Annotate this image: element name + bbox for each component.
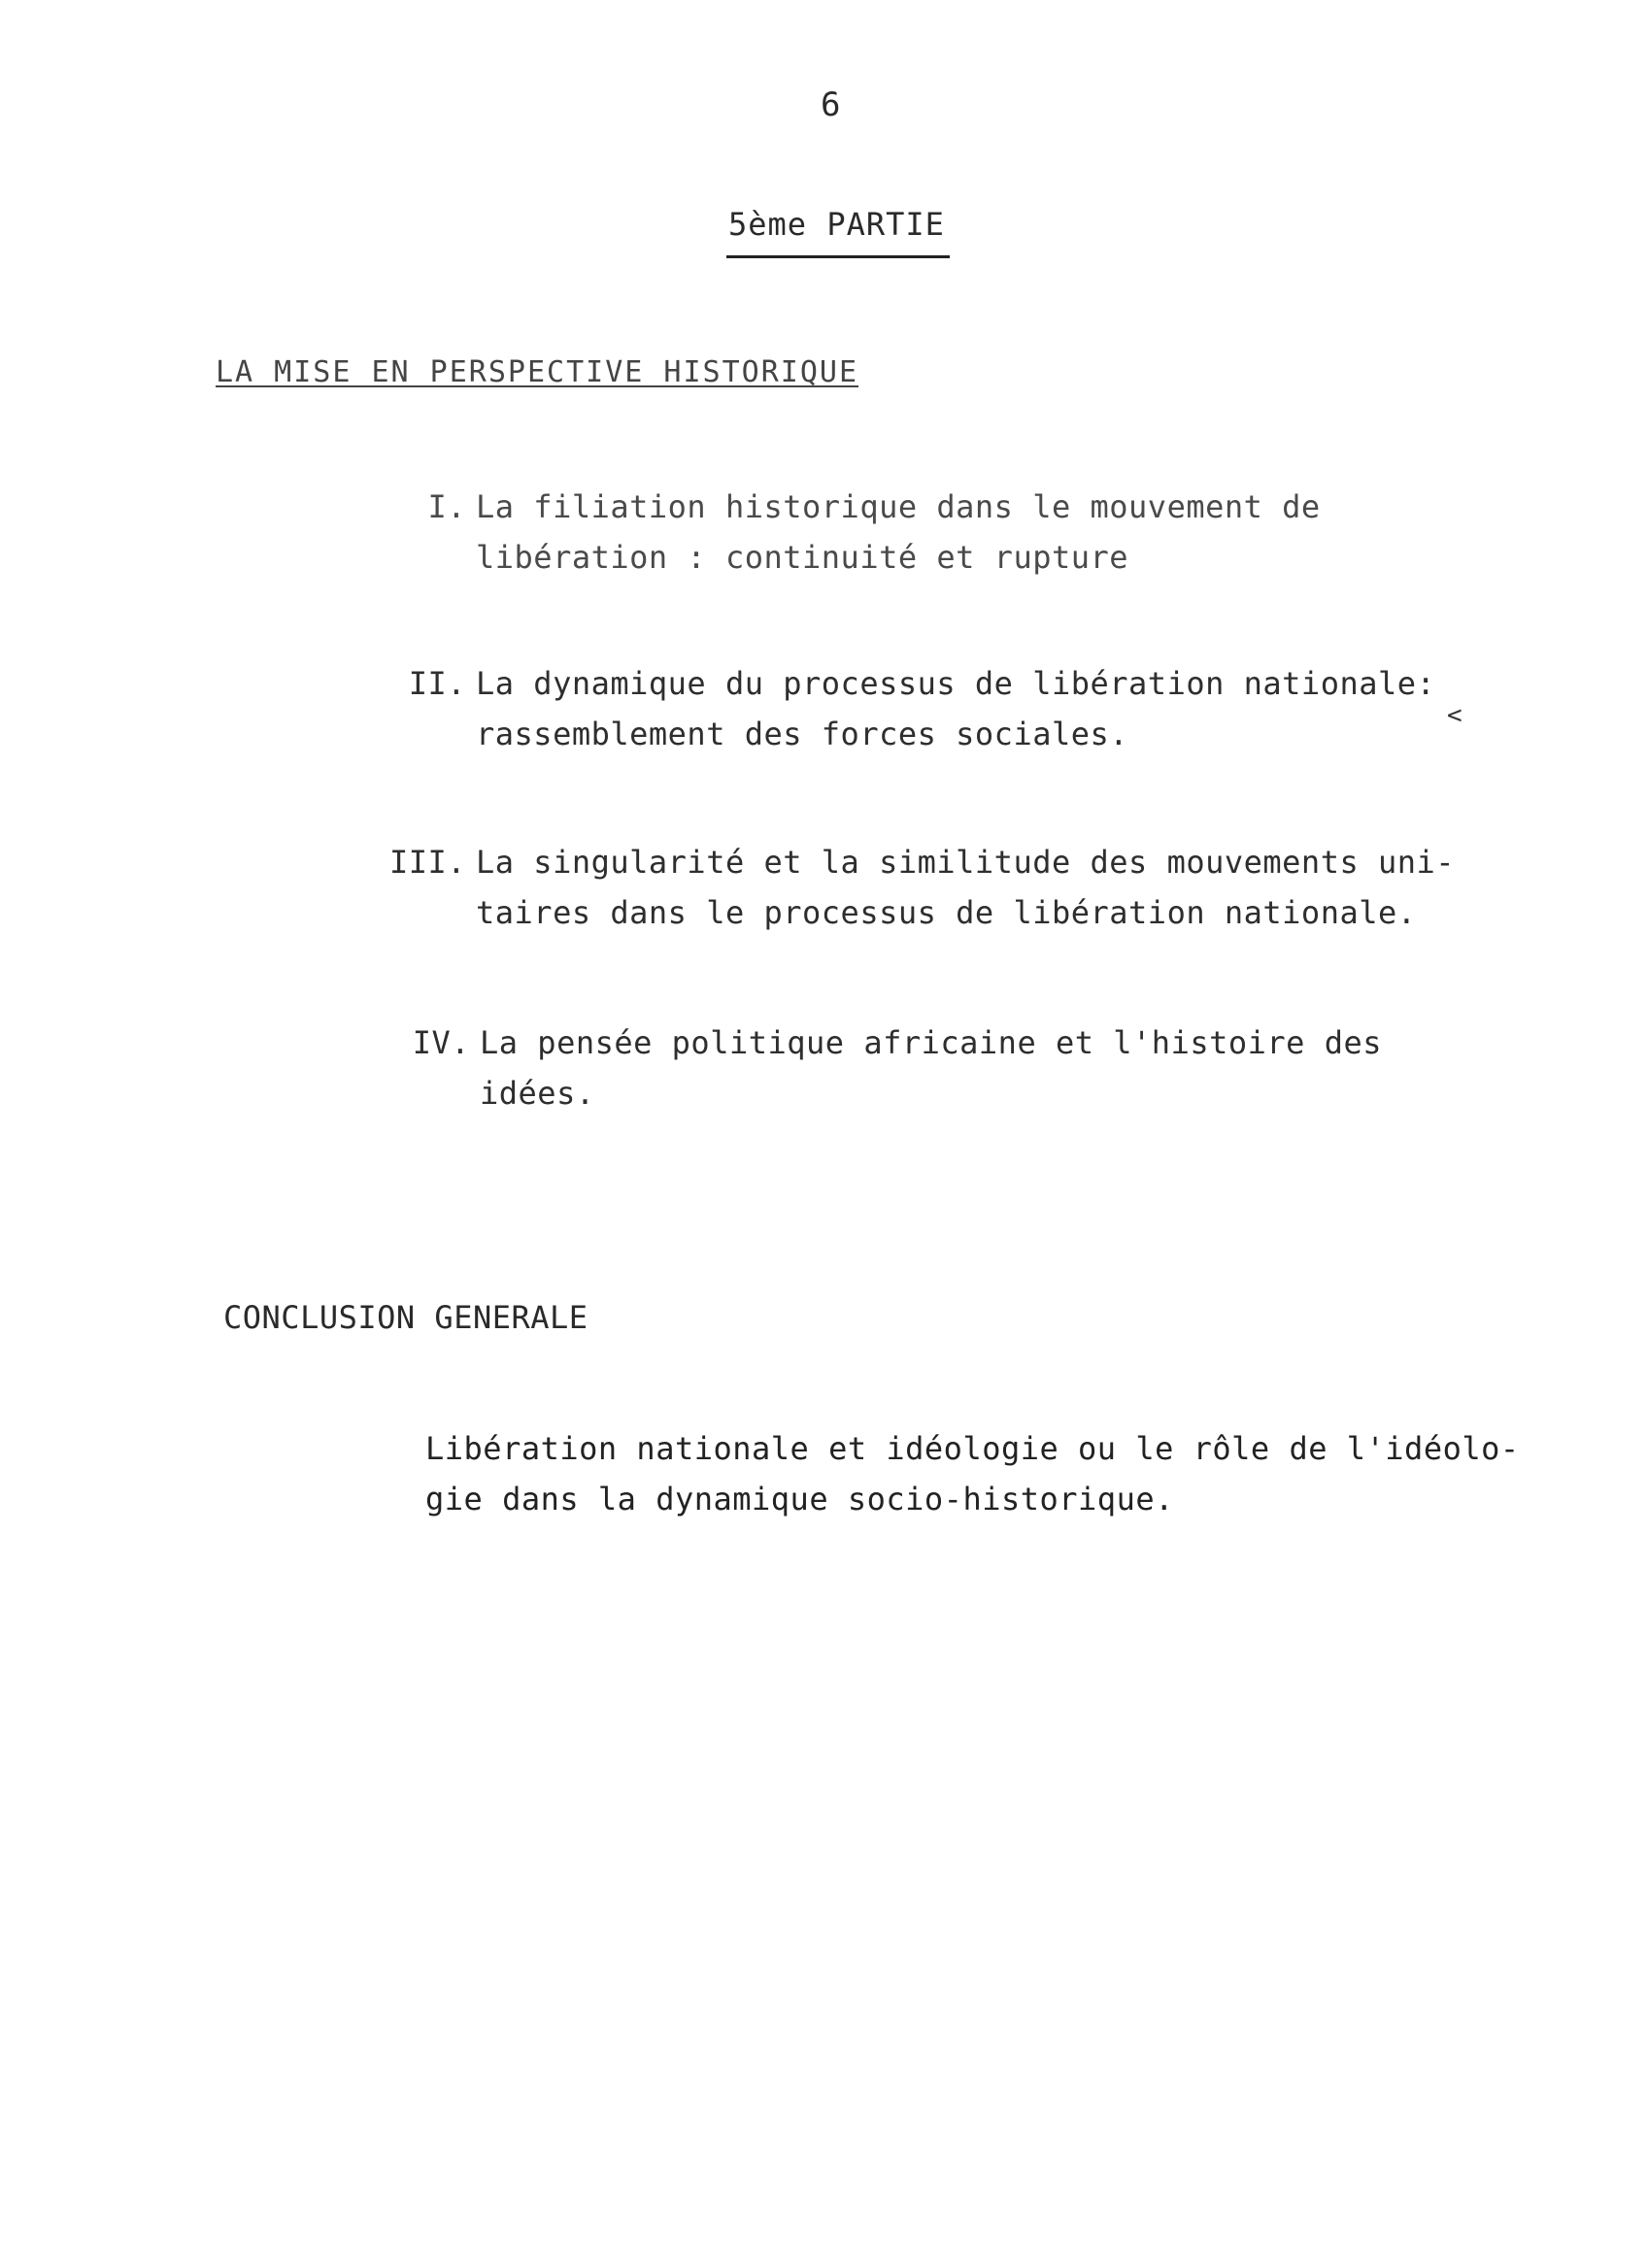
outline-line: rassemblement des forces sociales.: [476, 716, 1129, 752]
outline-numeral: IV.: [412, 1024, 470, 1061]
outline-line: libération : continuité et rupture: [476, 539, 1129, 576]
outline-line: La filiation historique dans le mouvement de: [476, 488, 1321, 525]
conclusion-line: Libération nationale et idéologie ou le rôle de l'idéolo-: [425, 1430, 1520, 1467]
outline-item-4: [412, 1017, 1529, 1118]
outline-line: La dynamique du processus de libération nationale:: [476, 665, 1436, 702]
outline-item-1: [427, 482, 1525, 583]
outline-line: idées.: [480, 1075, 595, 1112]
part-title: 5ème PARTIE: [728, 206, 945, 243]
conclusion-text: [425, 1423, 1591, 1524]
part-title-underline: [726, 255, 950, 258]
outline-item-3: [388, 837, 1525, 938]
outline-numeral: II.: [408, 665, 466, 702]
outline-numeral: I.: [427, 488, 466, 525]
margin-mark: <: [1447, 701, 1462, 730]
page-number: 6: [821, 85, 841, 124]
outline-numeral: III.: [388, 844, 466, 881]
conclusion-heading: CONCLUSION GENERALE: [223, 1299, 588, 1336]
conclusion-line: gie dans la dynamique socio-historique.: [425, 1481, 1174, 1518]
outline-line: La singularité et la similitude des mouvements uni-: [476, 844, 1456, 881]
outline-item-2: [408, 658, 1525, 759]
outline-line: La pensée politique africaine et l'histoire des: [480, 1024, 1382, 1061]
outline-line: taires dans le processus de libération nationale.: [476, 894, 1417, 931]
section-heading: LA MISE EN PERSPECTIVE HISTORIQUE: [216, 355, 859, 389]
